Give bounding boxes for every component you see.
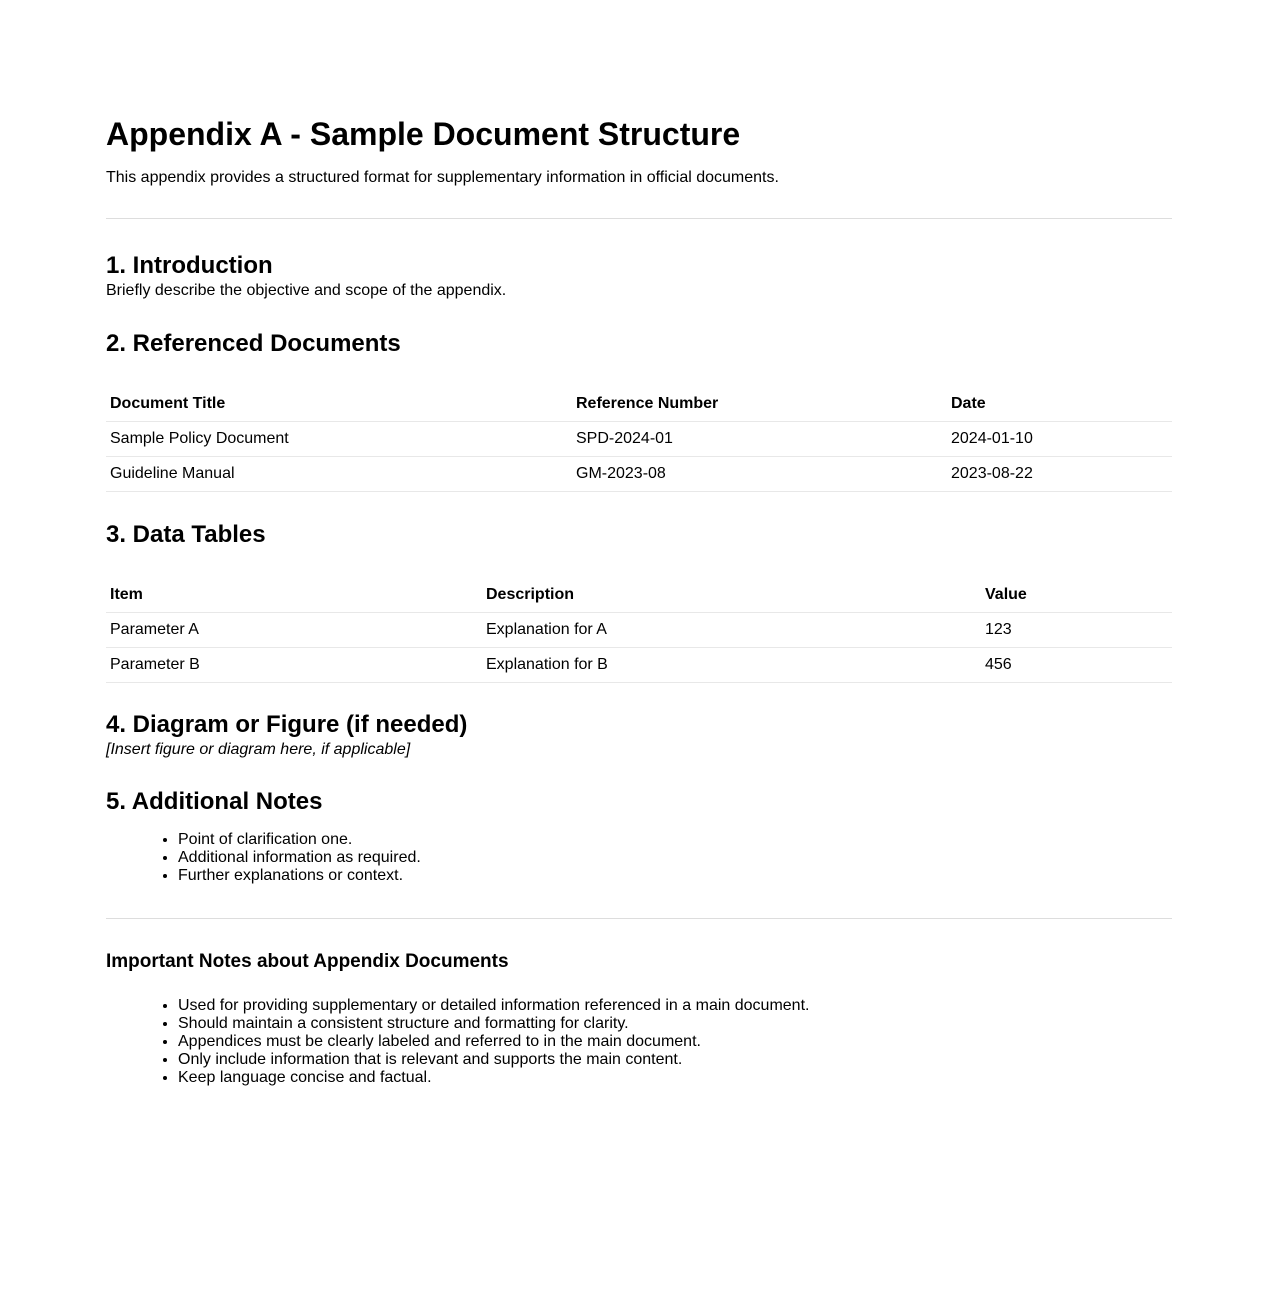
table-cell: Explanation for A: [482, 613, 981, 648]
table-cell: SPD-2024-01: [572, 422, 947, 457]
column-header: Reference Number: [572, 387, 947, 422]
additional-notes-list: [106, 831, 1172, 885]
section-heading-additional-notes: 5. Additional Notes: [106, 788, 323, 815]
column-header: Item: [106, 578, 482, 613]
table-row: [106, 648, 1172, 683]
table-cell: Sample Policy Document: [106, 422, 572, 457]
referenced-documents-table: [106, 387, 1172, 492]
list-item: • Further explanations or context.: [178, 867, 1172, 885]
table-cell: 2023-08-22: [947, 457, 1172, 492]
column-header: Document Title: [106, 387, 572, 422]
document-page: [106, 0, 1172, 1087]
table-row: [106, 422, 1172, 457]
divider-top: [106, 218, 1172, 219]
introduction-text: Briefly describe the objective and scope of the appendix.: [106, 282, 507, 299]
table-cell: 123: [981, 613, 1172, 648]
section-heading-diagram: 4. Diagram or Figure (if needed): [106, 711, 468, 738]
table-header-row: [106, 387, 1172, 422]
section-heading-data-tables: 3. Data Tables: [106, 521, 266, 548]
section-heading-introduction: 1. Introduction: [106, 252, 273, 279]
page-title: Appendix A - Sample Document Structure: [106, 116, 741, 152]
column-header: Date: [947, 387, 1172, 422]
table-cell: Guideline Manual: [106, 457, 572, 492]
table-cell: Explanation for B: [482, 648, 981, 683]
important-notes-list: [106, 997, 1172, 1087]
section-heading-referenced-documents: 2. Referenced Documents: [106, 330, 401, 357]
list-item: • Point of clarification one.: [178, 831, 1172, 849]
table-cell: Parameter A: [106, 613, 482, 648]
important-notes-heading: Important Notes about Appendix Documents: [106, 951, 509, 972]
table-row: [106, 613, 1172, 648]
intro-text: This appendix provides a structured format for supplementary information in official documents.: [106, 169, 779, 186]
data-table: [106, 578, 1172, 683]
column-header: Value: [981, 578, 1172, 613]
divider-bottom: [106, 918, 1172, 919]
list-item: • Should maintain a consistent structure and formatting for clarity.: [178, 1015, 1172, 1033]
table-cell: 2024-01-10: [947, 422, 1172, 457]
list-item: • Additional information as required.: [178, 849, 1172, 867]
list-item: • Only include information that is relevant and supports the main content.: [178, 1051, 1172, 1069]
list-item: • Appendices must be clearly labeled and referred to in the main document.: [178, 1033, 1172, 1051]
table-header-row: [106, 578, 1172, 613]
table-row: [106, 457, 1172, 492]
diagram-placeholder: [Insert figure or diagram here, if applicable]: [106, 741, 411, 758]
table-cell: GM-2023-08: [572, 457, 947, 492]
table-cell: 456: [981, 648, 1172, 683]
table-cell: Parameter B: [106, 648, 482, 683]
list-item: • Keep language concise and factual.: [178, 1069, 1172, 1087]
list-item: • Used for providing supplementary or detailed information referenced in a main document.: [178, 997, 1172, 1015]
column-header: Description: [482, 578, 981, 613]
